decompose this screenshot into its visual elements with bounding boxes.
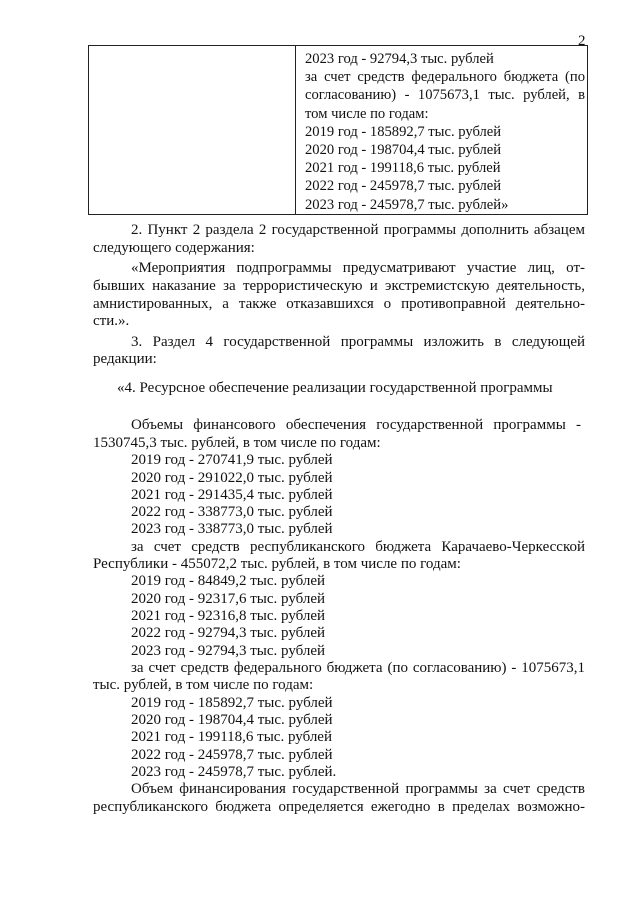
federal-line: тыс. рублей, в том числе по годам: bbox=[93, 677, 314, 693]
total-line: Объемы финансового обеспечения государственной программы - bbox=[131, 417, 581, 433]
table-line: 2023 год - 92794,3 тыс. рублей bbox=[305, 51, 494, 67]
item3-line: редакции: bbox=[93, 351, 157, 367]
total-line: 1530745,3 тыс. рублей, в том числе по годам: bbox=[93, 435, 381, 451]
section-heading: «4. Ресурсное обеспечение реализации государственной программы bbox=[117, 380, 553, 396]
year-line: 2022 год - 245978,7 тыс. рублей bbox=[131, 747, 333, 763]
federal-line: за счет средств федерального бюджета (по согласованию) - 1075673,1 bbox=[131, 660, 585, 676]
item2-line: следующего содержания: bbox=[93, 240, 255, 256]
table-row bbox=[89, 46, 588, 215]
item2-quote-line: «Мероприятия подпрограммы предусматривают участие лиц, от- bbox=[131, 260, 585, 276]
item2-quote-line: амнистированных, а также отказавшихся о противоправной деятельно- bbox=[93, 296, 585, 312]
table-line: за счет средств федерального бюджета (по bbox=[305, 69, 585, 86]
table-line: 2019 год - 185892,7 тыс. рублей bbox=[305, 123, 502, 140]
year-line: 2020 год - 198704,4 тыс. рублей bbox=[131, 712, 333, 728]
year-line: 2020 год - 291022,0 тыс. рублей bbox=[131, 470, 333, 486]
year-line: 2023 год - 338773,0 тыс. рублей bbox=[131, 521, 333, 537]
page-number: 2 bbox=[578, 33, 586, 49]
table-line: 2021 год - 199118,6 тыс. рублей bbox=[305, 160, 501, 177]
year-line: 2023 год - 92794,3 тыс. рублей bbox=[131, 643, 326, 659]
item2-quote-line: сти.». bbox=[93, 313, 130, 329]
year-line: 2021 год - 92316,8 тыс. рублей bbox=[131, 608, 326, 624]
item2-quote-line: бывших наказание за террористическую и экстремистскую деятельность, bbox=[93, 278, 585, 294]
volume-line: республиканского бюджета определяется ежегодно в пределах возможно- bbox=[93, 799, 585, 815]
year-line: 2021 год - 291435,4 тыс. рублей bbox=[131, 487, 333, 503]
table-line: согласованию) - 1075673,1 тыс. рублей, в bbox=[305, 87, 585, 104]
year-line: 2023 год - 245978,7 тыс. рублей. bbox=[131, 764, 337, 780]
item2-line: 2. Пункт 2 раздела 2 государственной программы дополнить абзацем bbox=[131, 222, 585, 238]
year-line: 2019 год - 84849,2 тыс. рублей bbox=[131, 573, 326, 589]
table-cell-funding bbox=[296, 46, 588, 215]
year-line: 2019 год - 185892,7 тыс. рублей bbox=[131, 695, 333, 711]
year-line: 2022 год - 92794,3 тыс. рублей bbox=[131, 625, 326, 641]
year-line: 2020 год - 92317,6 тыс. рублей bbox=[131, 591, 326, 607]
year-line: 2019 год - 270741,9 тыс. рублей bbox=[131, 452, 333, 468]
item3-line: 3. Раздел 4 государственной программы изложить в следующей bbox=[131, 334, 585, 350]
year-line: 2021 год - 199118,6 тыс. рублей bbox=[131, 729, 332, 745]
republican-line: за счет средств республиканского бюджета Карачаево-Черкесской bbox=[131, 539, 585, 555]
table-line: том числе по годам: bbox=[305, 105, 429, 122]
table-cell-empty bbox=[89, 46, 296, 215]
republican-line: Республики - 455072,2 тыс. рублей, в том числе по годам: bbox=[93, 556, 461, 572]
year-line: 2022 год - 338773,0 тыс. рублей bbox=[131, 504, 333, 520]
table-line: 2020 год - 198704,4 тыс. рублей bbox=[305, 142, 502, 159]
funding-table bbox=[88, 45, 588, 215]
table-line: 2022 год - 245978,7 тыс. рублей bbox=[305, 178, 502, 195]
table-line: 2023 год - 245978,7 тыс. рублей» bbox=[305, 196, 509, 213]
volume-line: Объем финансирования государственной программы за счет средств bbox=[131, 781, 585, 797]
